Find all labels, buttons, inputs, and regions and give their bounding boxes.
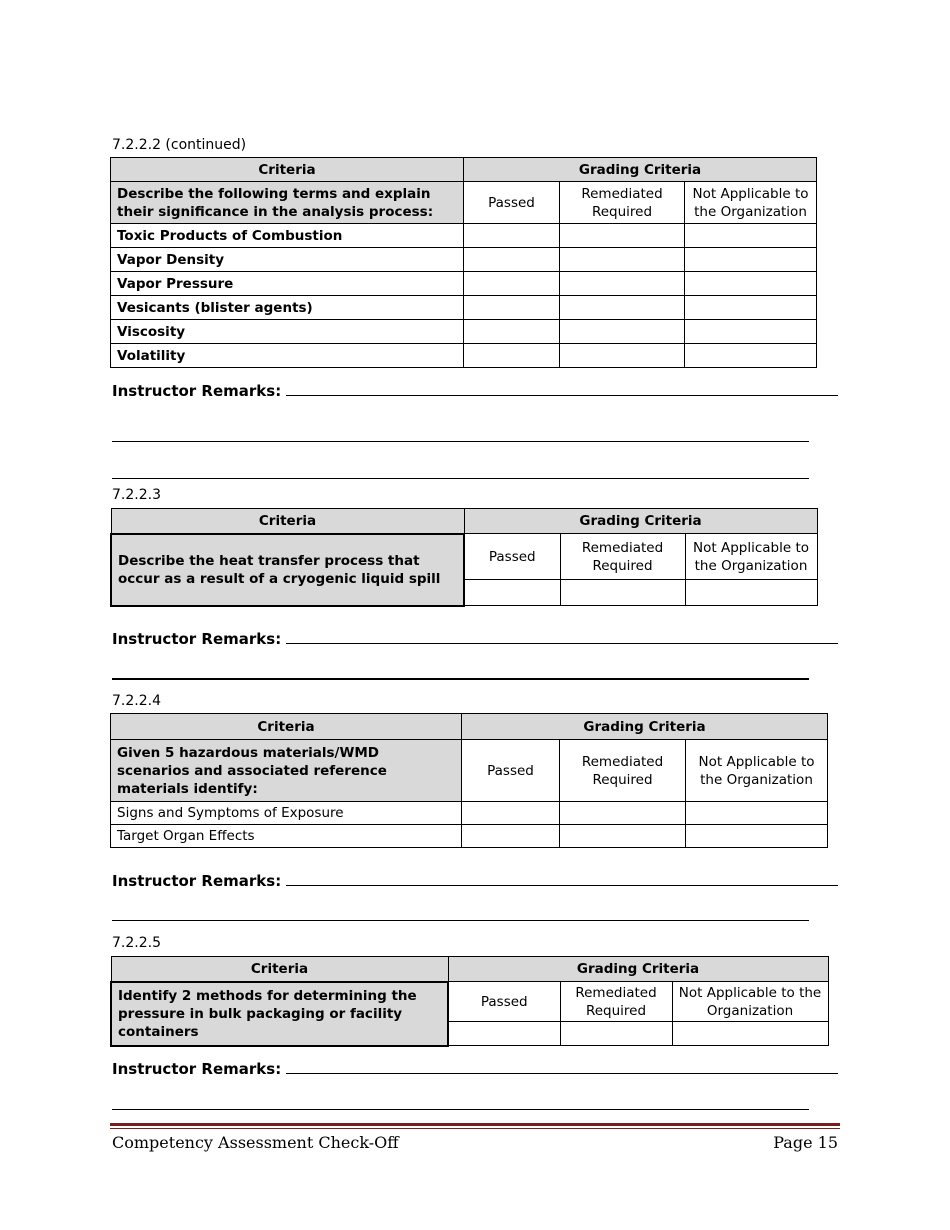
criteria-header: Criteria [111,714,462,740]
section-label-7-2-2-4: 7.2.2.4 [112,693,161,709]
page-number: Page 15 [773,1133,838,1152]
col-passed: Passed [464,182,560,224]
passed-cell[interactable] [464,248,560,272]
remediated-cell[interactable] [560,296,685,320]
passed-cell[interactable] [464,344,560,368]
not-applicable-cell[interactable] [686,825,828,848]
footer-rule [110,1123,840,1126]
not-applicable-cell[interactable] [685,224,817,248]
remarks-line[interactable] [112,1109,809,1110]
grading-table-7-2-2-5 [110,956,829,1047]
criteria-row: Vesicants (blister agents) [111,296,464,320]
criteria-row: Toxic Products of Combustion [111,224,464,248]
criteria-header: Criteria [111,158,464,182]
remediated-cell[interactable] [560,272,685,296]
col-remediated-required: Remediated Required [560,740,686,802]
passed-cell[interactable] [464,580,560,606]
section-label-7-2-2-2: 7.2.2.2 (continued) [112,137,247,153]
criteria-row: Viscosity [111,320,464,344]
grading-criteria-header: Grading Criteria [464,509,817,534]
col-not-applicable: Not Applicable to the Organization [685,182,817,224]
section-label-7-2-2-3: 7.2.2.3 [112,487,161,503]
not-applicable-cell[interactable] [685,320,817,344]
criteria-row: Vapor Density [111,248,464,272]
passed-cell[interactable] [462,802,560,825]
not-applicable-cell[interactable] [685,248,817,272]
instructor-remarks-7-2-2-3 [112,630,812,648]
criteria-lead: Identify 2 methods for determining the pressure in bulk packaging or facility containers [111,982,448,1046]
remediated-cell[interactable] [560,320,685,344]
criteria-lead: Given 5 hazardous materials/WMD scenarios and associated reference materials identify: [111,740,462,802]
grading-table-7-2-2-4 [110,713,828,848]
not-applicable-cell[interactable] [686,802,828,825]
instructor-remarks-7-2-2-2 [112,382,812,400]
grading-table-7-2-2-2 [110,157,817,368]
passed-cell[interactable] [462,825,560,848]
criteria-header: Criteria [111,957,448,982]
remediated-cell[interactable] [560,224,685,248]
criteria-row: Vapor Pressure [111,272,464,296]
remarks-line[interactable] [112,441,809,442]
remarks-line[interactable] [112,478,809,479]
criteria-row: Signs and Symptoms of Exposure [111,802,462,825]
not-applicable-cell[interactable] [685,580,817,606]
not-applicable-cell[interactable] [685,344,817,368]
not-applicable-cell[interactable] [685,296,817,320]
criteria-lead: Describe the heat transfer process that occur as a result of a cryogenic liquid spill [111,534,464,606]
remediated-cell[interactable] [560,1022,672,1046]
passed-cell[interactable] [464,320,560,344]
remarks-line[interactable] [286,643,838,644]
col-remediated-required: Remediated Required [560,182,685,224]
footer-title: Competency Assessment Check-Off [112,1133,399,1152]
passed-cell[interactable] [448,1022,560,1046]
instructor-remarks-label: Instructor Remarks: [112,382,282,400]
not-applicable-cell[interactable] [672,1022,828,1046]
remediated-cell[interactable] [560,825,686,848]
instructor-remarks-label: Instructor Remarks: [112,1060,282,1078]
col-passed: Passed [464,534,560,580]
instructor-remarks-label: Instructor Remarks: [112,872,282,890]
remediated-cell[interactable] [560,802,686,825]
grading-criteria-header: Grading Criteria [448,957,828,982]
passed-cell[interactable] [464,296,560,320]
instructor-remarks-label: Instructor Remarks: [112,630,282,648]
instructor-remarks-7-2-2-5 [112,1060,812,1078]
passed-cell[interactable] [464,224,560,248]
grading-criteria-header: Grading Criteria [464,158,817,182]
instructor-remarks-7-2-2-4 [112,872,812,890]
passed-cell[interactable] [464,272,560,296]
criteria-lead: Describe the following terms and explain their significance in the analysis process: [111,182,464,224]
col-remediated-required: Remediated Required [560,982,672,1022]
remediated-cell[interactable] [560,248,685,272]
criteria-header: Criteria [111,509,464,534]
criteria-row: Target Organ Effects [111,825,462,848]
remediated-cell[interactable] [560,344,685,368]
remarks-line[interactable] [286,395,838,396]
grading-table-7-2-2-3 [110,508,818,607]
not-applicable-cell[interactable] [685,272,817,296]
col-passed: Passed [448,982,560,1022]
remarks-line[interactable] [112,678,809,680]
footer-rule-thin [110,1128,840,1129]
remarks-line[interactable] [286,885,838,886]
remarks-line[interactable] [286,1073,838,1074]
col-passed: Passed [462,740,560,802]
col-not-applicable: Not Applicable to the Organization [685,534,817,580]
grading-criteria-header: Grading Criteria [462,714,828,740]
remarks-line[interactable] [112,920,809,921]
section-label-7-2-2-5: 7.2.2.5 [112,935,161,951]
remediated-cell[interactable] [560,580,685,606]
col-not-applicable: Not Applicable to the Organization [672,982,828,1022]
col-not-applicable: Not Applicable to the Organization [686,740,828,802]
criteria-row: Volatility [111,344,464,368]
col-remediated-required: Remediated Required [560,534,685,580]
